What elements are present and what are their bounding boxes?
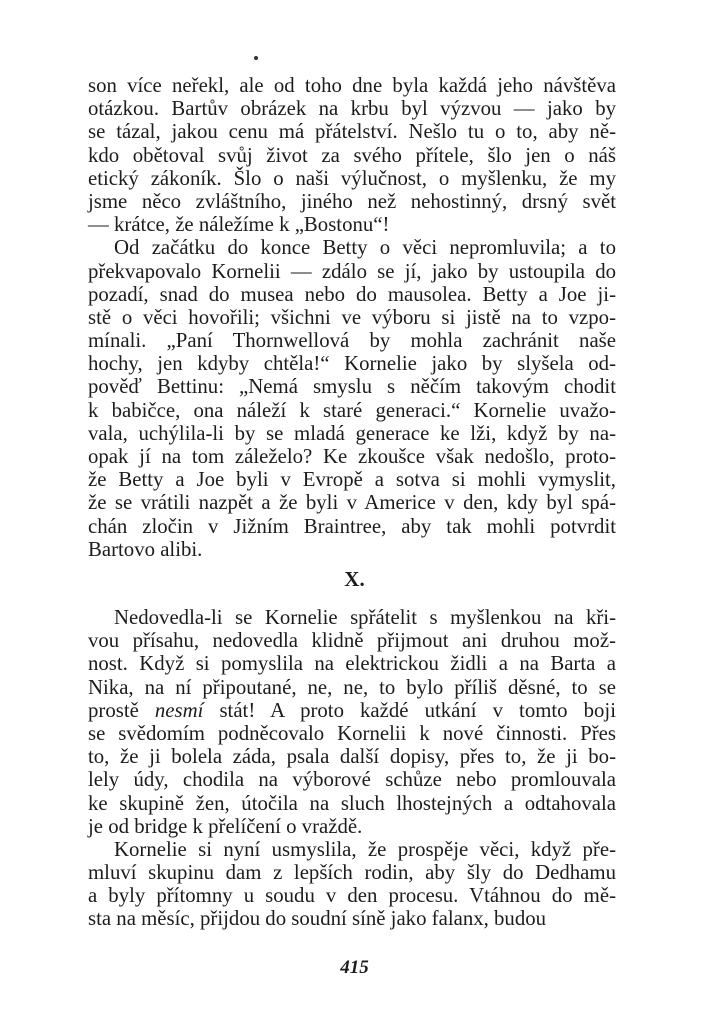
text-line: Od začátku do konce Betty o věci nepromluvila; a to (114, 236, 616, 260)
ink-speck (254, 56, 258, 60)
text-line: mluví skupinu dam z lepších rodin, aby šly do Dedhamu (88, 861, 616, 885)
text-line: mínali. „Paní Thornwellová by mohla zachránit naše (88, 329, 616, 353)
text-line: Bartovo alibi. (88, 537, 203, 561)
paragraph (88, 236, 616, 561)
paragraph (88, 838, 616, 931)
text-line: otázkou. Bartův obrázek na krbu byl výzvou — jako by (88, 97, 616, 121)
paragraph (88, 74, 616, 236)
text-line: pověď Bettinu: „Nemá smyslu s něčím takovým chodit (88, 375, 616, 399)
text-line: sta na měsíc, přijdou do soudní síně jako falanx, budou (88, 907, 547, 931)
text-line: a byly přítomny u soudu v den procesu. Vtáhnou do mě- (88, 884, 616, 908)
text-line: že se vrátili nazpět a že byli v Americe v den, kdy byl spá- (88, 491, 616, 515)
paragraph (88, 606, 616, 838)
text-line: vala, uchýlila-li by se mladá generace ke lži, když by na- (88, 421, 616, 445)
text-line: k babičce, ona náleží k staré generaci.“ Kornelie uvažo- (88, 398, 616, 422)
text-line: je od bridge k přelíčení o vraždě. (88, 814, 363, 838)
emphasis: nesmí (154, 698, 204, 722)
text-line: — krátce, že náležíme k „Bostonu“! (88, 213, 390, 237)
text-line: se svědomím podněcovalo Kornelii k nové činnosti. Přes (88, 721, 616, 745)
text-line: prostě nesmí stát! A proto každé utkání v tomto boji (88, 698, 616, 722)
text-line: lely údy, chodila na výborové schůze nebo promlouvala (88, 768, 616, 792)
text-line: chán zločin v Jižním Braintree, aby tak mohli potvrdit (88, 514, 616, 538)
text-line: to, že ji bolela záda, psala další dopisy, přes to, že ji bo- (88, 745, 616, 769)
text-line: ke skupině žen, útočila na sluch lhostejných a odtahovala (88, 791, 616, 815)
text-line: opak jí na tom záleželo? Ke zkoušce však nedošlo, proto- (88, 445, 616, 468)
text-line: stě o věci hovořili; všichni ve výboru si jistě na to vzpo- (88, 305, 616, 329)
text-line: jsme něco zvláštního, jiného než nehostinný, drsný svět (88, 189, 616, 213)
text-block-after-heading (88, 606, 616, 931)
text-line: že Betty a Joe byli v Evropě a sotva si mohli vymyslit, (88, 468, 616, 492)
text-line: etický zákoník. Šlo o naši výlučnost, o myšlenku, že my (88, 166, 616, 190)
text-block-before-heading (88, 74, 616, 561)
page-number: 415 (340, 957, 369, 978)
text-line: kdo obětoval svůj život za svého přítele, šlo jen o náš (88, 143, 616, 167)
text-line: son více neřekl, ale od toho dne byla každá jeho návštěva (88, 74, 616, 97)
chapter-heading: X. (344, 567, 365, 591)
text-line: Kornelie si nyní usmyslila, že prospěje věci, když pře- (114, 837, 616, 861)
text-line: pozadí, snad do musea nebo do mausolea. Betty a Joe ji- (88, 282, 616, 306)
text-line: se tázal, jakou cenu má přátelství. Nešlo tu o to, aby ně- (88, 120, 616, 144)
text-line: hochy, jen kdyby chtěla!“ Kornelie jako by slyšela od- (88, 352, 616, 376)
text-line: nost. Když si pomyslila na elektrickou židli a na Barta a (88, 652, 616, 676)
text-line: Nedovedla-li se Kornelie spřátelit s myšlenkou na kři- (114, 606, 616, 629)
text-line: Nika, na ní připoutané, ne, ne, to bylo příliš děsné, to se (88, 675, 616, 699)
text-line: vou přísahu, nedovedla klidně přijmout ani druhou mož- (88, 629, 616, 653)
text-line: překvapovalo Kornelii — zdálo se jí, jako by ustoupila do (88, 259, 616, 283)
